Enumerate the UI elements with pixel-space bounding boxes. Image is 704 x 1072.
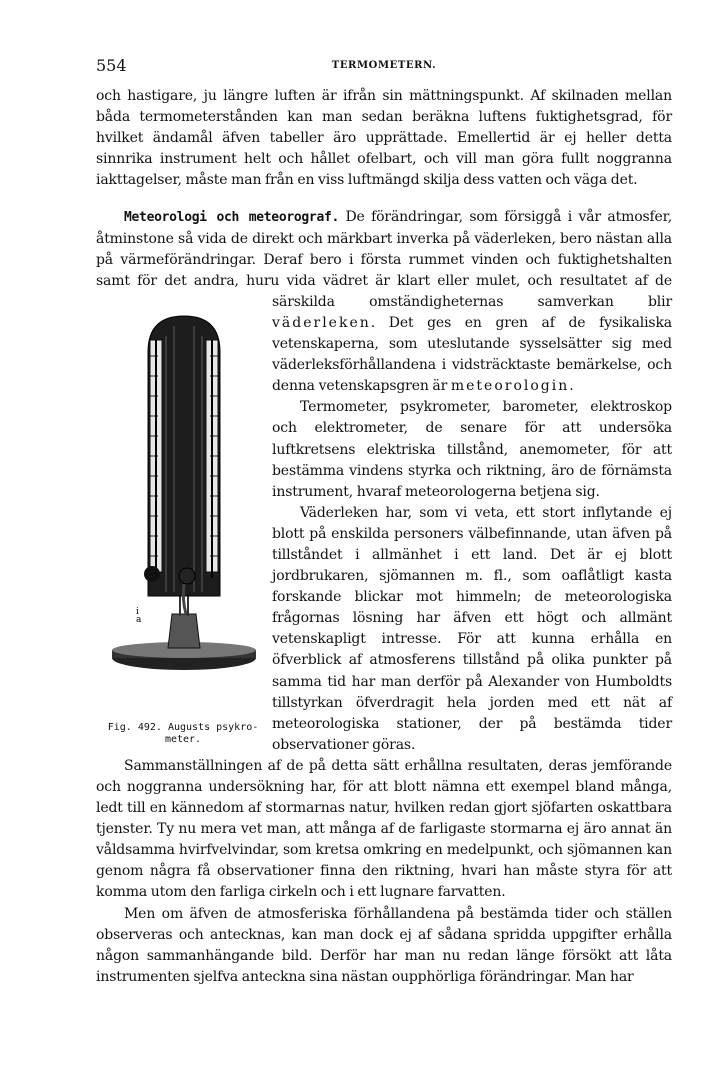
paragraph-4: Väderleken har, som vi veta, ett stort inflytande ej blott på enskilda personers välbefinnande, utan äfven på tillståndet i allmänhet i ett land. Det är ej blott jordbrukaren, sjömannen m. fl., som oaflåtligt kasta forskande blickar mot himmeln; de meteorologiska frågornas lösning har äfven ett högt och allmänt vetenskapligt intresse. För att kunna erhålla en öfverblick af atmosferens tillstånd på olika punkter på samma tid har man derför på Alexander von Humboldts tillstyrkan öfverdragit hela jorden med ett nät af meteorologiska stationer, der på bestämda tider observationer göras. xyxy=(272,504,672,753)
psychrometer-illustration xyxy=(96,296,272,726)
svg-text:a: a xyxy=(136,615,142,625)
paragraph-5: Sammanställningen af de på detta sätt erhållna resultaten, deras jemförande och noggranna undersökning har, för att blott nämna ett exempel bland många, ledt till en kännedom af stormarnas natur, hvilken redan gjort sjöfarten oskattbara tjenster. Ty nu mera vet man, att många af de farligaste stormarna ej äro annat än våldsamma hvirfvelvindar, som kretsa omkring en medelpunkt, och sjömannen kan genom några få observationer finna den riktning, hvari han måste styra för att komma utom den farliga cirkeln och i ett lugnare farvatten. xyxy=(96,757,672,901)
page-number: 554 xyxy=(96,56,127,75)
paragraph-3: Termometer, psykrometer, barometer, elektroskop och elektrometer, de senare för att undersöka luftkretsens elektriska tillstånd, anemometer, för att bestämma vindens styrka och riktning, äro de förnämsta instrument, hvaraf meteorologerna betjena sig. xyxy=(272,399,672,500)
paragraph-2-part-c: . xyxy=(569,378,574,395)
svg-text:i: i xyxy=(136,607,139,617)
paragraph-2-part-a: De förändringar, som försiggå i vår atmosfer, åtminstone så vida de direkt och märkbart inverka på väderleken, bero nästan alla på värmeförändringar. Deraf bero i första rummet vinden och fuktighetshalten samt för det andra, huru vida vädret är klart eller mulet, och resultatet af de särskilda omständigheternas samverkan blir xyxy=(96,209,672,310)
paragraph-2-part-b: . Det ges en gren af de fysikaliska vetenskaperna, som uteslutande sysselsätter sig med väderleksförhållandena i vidsträcktaste bemärkelse, och denna vetenskapsgren är xyxy=(272,314,672,395)
section-heading: Meteorologi och meteorograf. xyxy=(124,210,340,226)
term-meteorology: meteorologin xyxy=(450,378,570,395)
paragraph-1: och hastigare, ju längre luften är ifrån sin mättningspunkt. Af skilnaden mellan båda termometerstånden kan man sedan beräkna luftens fuktighetsgrad, för hvilket ändamål äfven tabeller äro upprättade. Emellertid är ej heller detta sinnrika instrument helt och hållet ofelbart, och vill man göra fullt noggranna iakttagelser, måste man från en viss luftmängd skilja dess vatten och väga det. xyxy=(96,88,672,189)
paragraph-6: Men om äfven de atmosferiska förhållandena på bestämda tider och ställen observeras och antecknas, kan man dock ej af sådana spridda uppgifter erhålla någon sammanhängande bild. Derför har man nu redan länge försökt att låta instrumenten sjelfva anteckna sina nästan oupphörliga förändringar. Man har xyxy=(96,905,672,985)
figure-caption: Fig. 492. Augusts psykro-meter. xyxy=(107,722,259,745)
figure xyxy=(96,296,272,760)
term-weather: väderleken xyxy=(272,314,371,331)
running-head: TERMOMETERN. xyxy=(331,60,437,71)
page-header xyxy=(96,56,672,76)
